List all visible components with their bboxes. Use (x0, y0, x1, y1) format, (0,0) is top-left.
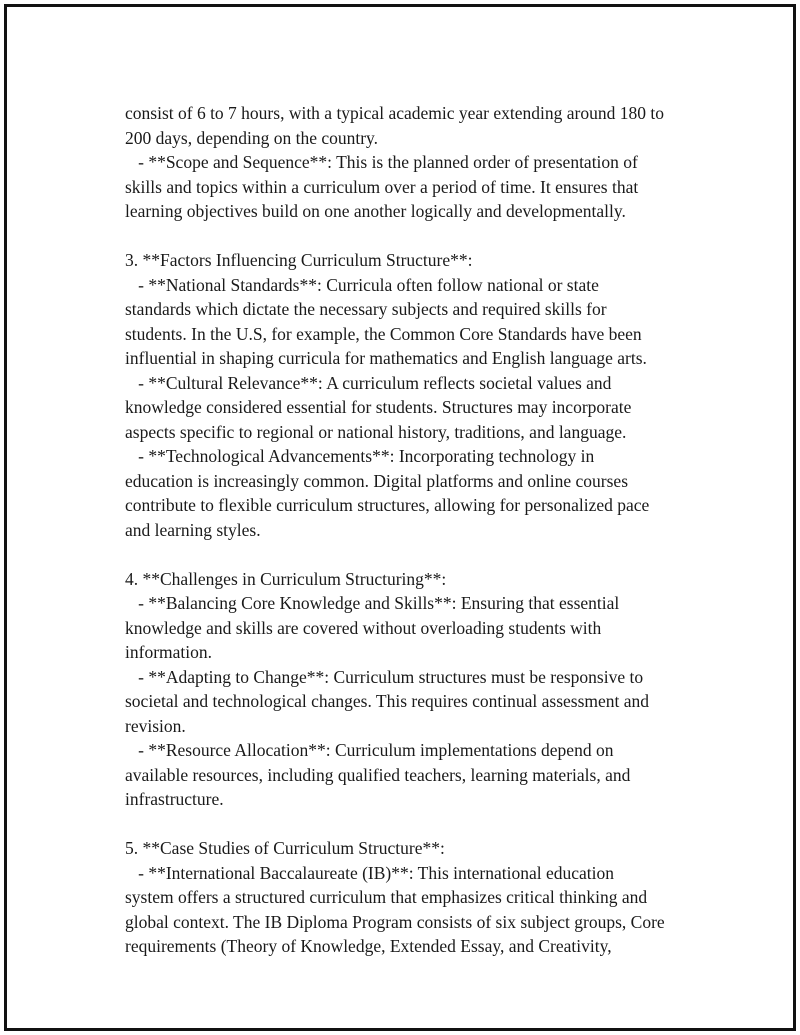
text-line: information. (125, 642, 212, 662)
text-line: - **International Baccalaureate (IB)**: This international education (125, 862, 615, 883)
text-line: available resources, including qualified teachers, learning materials, and (125, 764, 631, 785)
text-line: 200 days, depending on the country. (125, 127, 379, 148)
text-line: - **National Standards**: Curricula often follow national or state (125, 274, 599, 295)
text-line: consist of 6 to 7 hours, with a typical academic year extending around 180 to (125, 103, 664, 123)
blank-line (125, 812, 705, 837)
text-line: - **Adapting to Change**: Curriculum structures must be responsive to (125, 666, 644, 687)
text-line: learning objectives build on one another logically and developmentally. (125, 201, 626, 221)
text-line: knowledge considered essential for students. Structures may incorporate (125, 397, 632, 417)
text-line: requirements (Theory of Knowledge, Extended Essay, and Creativity, (125, 936, 612, 956)
text-line: knowledge and skills are covered without overloading students with (125, 617, 602, 638)
text-line: students. In the U.S, for example, the Common Core Standards have been (125, 323, 642, 344)
text-line: education is increasingly common. Digital platforms and online courses (125, 470, 629, 491)
text-line: aspects specific to regional or national history, traditions, and language. (125, 421, 627, 442)
text-line: 4. **Challenges in Curriculum Structuring**: (125, 568, 447, 589)
blank-line (125, 542, 705, 567)
text-line: 3. **Factors Influencing Curriculum Structure**: (125, 250, 473, 270)
text-line: infrastructure. (125, 789, 224, 809)
text-line: contribute to flexible curriculum structures, allowing for personalized pace (125, 495, 650, 515)
page-frame (4, 4, 796, 1031)
text-line: influential in shaping curricula for mathematics and English language arts. (125, 348, 647, 368)
text-line: global context. The IB Diploma Program consists of six subject groups, Core (125, 911, 665, 932)
document-body (125, 101, 705, 959)
text-line: standards which dictate the necessary subjects and required skills for (125, 299, 607, 319)
blank-line (125, 224, 705, 249)
text-line: system offers a structured curriculum that emphasizes critical thinking and (125, 887, 648, 907)
text-line: - **Resource Allocation**: Curriculum implementations depend on (125, 740, 614, 760)
text-line: revision. (125, 715, 186, 736)
text-line: societal and technological changes. This requires continual assessment and (125, 691, 650, 711)
text-line: 5. **Case Studies of Curriculum Structure**: (125, 838, 445, 858)
text-line: - **Technological Advancements**: Incorporating technology in (125, 446, 595, 466)
text-line: - **Scope and Sequence**: This is the planned order of presentation of (125, 152, 638, 172)
text-line: and learning styles. (125, 519, 261, 540)
text-line: - **Cultural Relevance**: A curriculum reflects societal values and (125, 372, 612, 393)
text-line: - **Balancing Core Knowledge and Skills**: Ensuring that essential (125, 593, 620, 613)
text-line: skills and topics within a curriculum over a period of time. It ensures that (125, 176, 639, 197)
